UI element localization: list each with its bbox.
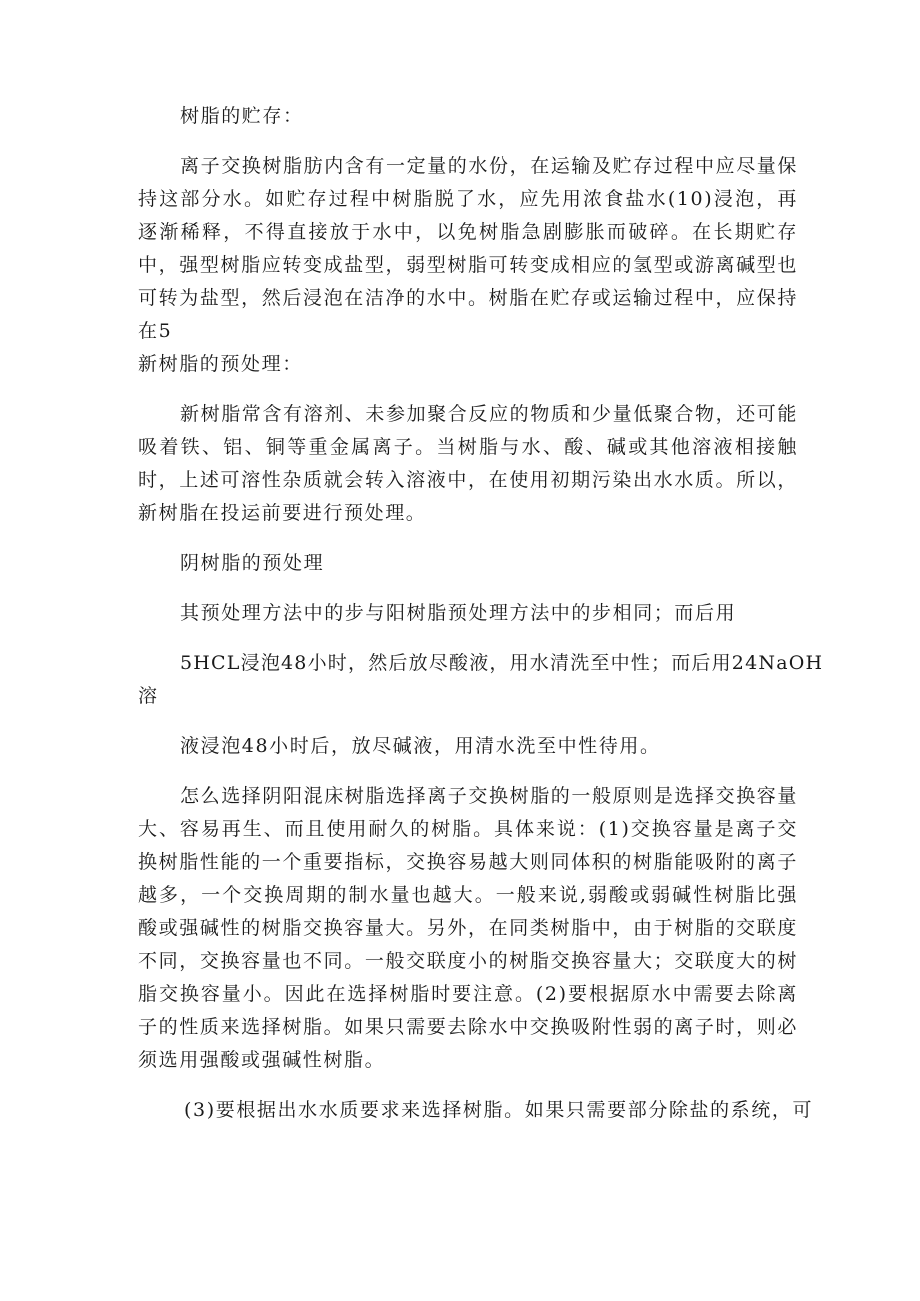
anion-line-4: 液浸泡48小时后，放尽碱液，用清水洗至中性待用。 xyxy=(180,735,661,757)
anion-line-2: 5HCL浸泡48小时，然后放尽酸液，用水清洗至中性；而后用24NaOH xyxy=(180,652,824,674)
anion-line-1: 其预处理方法中的步与阳树脂预处理方法中的步相同；而后用 xyxy=(180,602,737,624)
anion-line-3: 溶 xyxy=(138,685,159,707)
storage-paragraph: 离子交换树脂肪内含有一定量的水份，在运输及贮存过程中应尽量保持这部分水。如贮存过程中树脂脱了水，应先用浓食盐水(10)浸泡，再逐渐稀释，不得直接放于水中，以免树脂急剧膨胀而破碎。在长期贮存中，强型树脂应转变成盐型，弱型树脂可转变成相应的氢型或游离碱型也可转为盐型，然后浸泡在洁净的水中。树脂在贮存或运输过程中，应保持在5 xyxy=(138,155,799,342)
anion-heading: 阴树脂的预处理 xyxy=(180,552,325,574)
point-3-line: (3)要根据出水水质要求来选择树脂。如果只需要部分除盐的系统，可 xyxy=(184,1099,814,1121)
pretreat-paragraph: 新树脂常含有溶剂、未参加聚合反应的物质和少量低聚合物，还可能吸着铁、铝、铜等重金属离子。当树脂与水、酸、碱或其他溶液相接触时，上述可溶性杂质就会转入溶液中，在使用初期污染出水水质。所以，新树脂在投运前要进行预处理。 xyxy=(138,403,799,524)
document-page xyxy=(138,100,824,1127)
selection-paragraph: 怎么选择阴阳混床树脂选择离子交换树脂的一般原则是选择交换容量大、容易再生、而且使用耐久的树脂。具体来说：(1)交换容量是离子交换树脂性能的一个重要指标，交换容易越大则同体积的树脂能吸附的离子越多，一个交换周期的制水量也越大。一般来说,弱酸或弱碱性树脂比强酸或强碱性的树脂交换容量大。另外，在同类树脂中，由于树脂的交联度不同，交换容量也不同。一般交联度小的树脂交换容量大；交联度大的树脂交换容量小。因此在选择树脂时要注意。(2)要根据原水中需要去除离子的性质来选择树脂。如果只需要去除水中交换吸附性弱的离子时，则必须选用强酸或强碱性树脂。 xyxy=(138,785,799,1071)
storage-heading: 树脂的贮存： xyxy=(180,105,304,127)
pretreat-heading: 新树脂的预处理： xyxy=(138,353,303,375)
